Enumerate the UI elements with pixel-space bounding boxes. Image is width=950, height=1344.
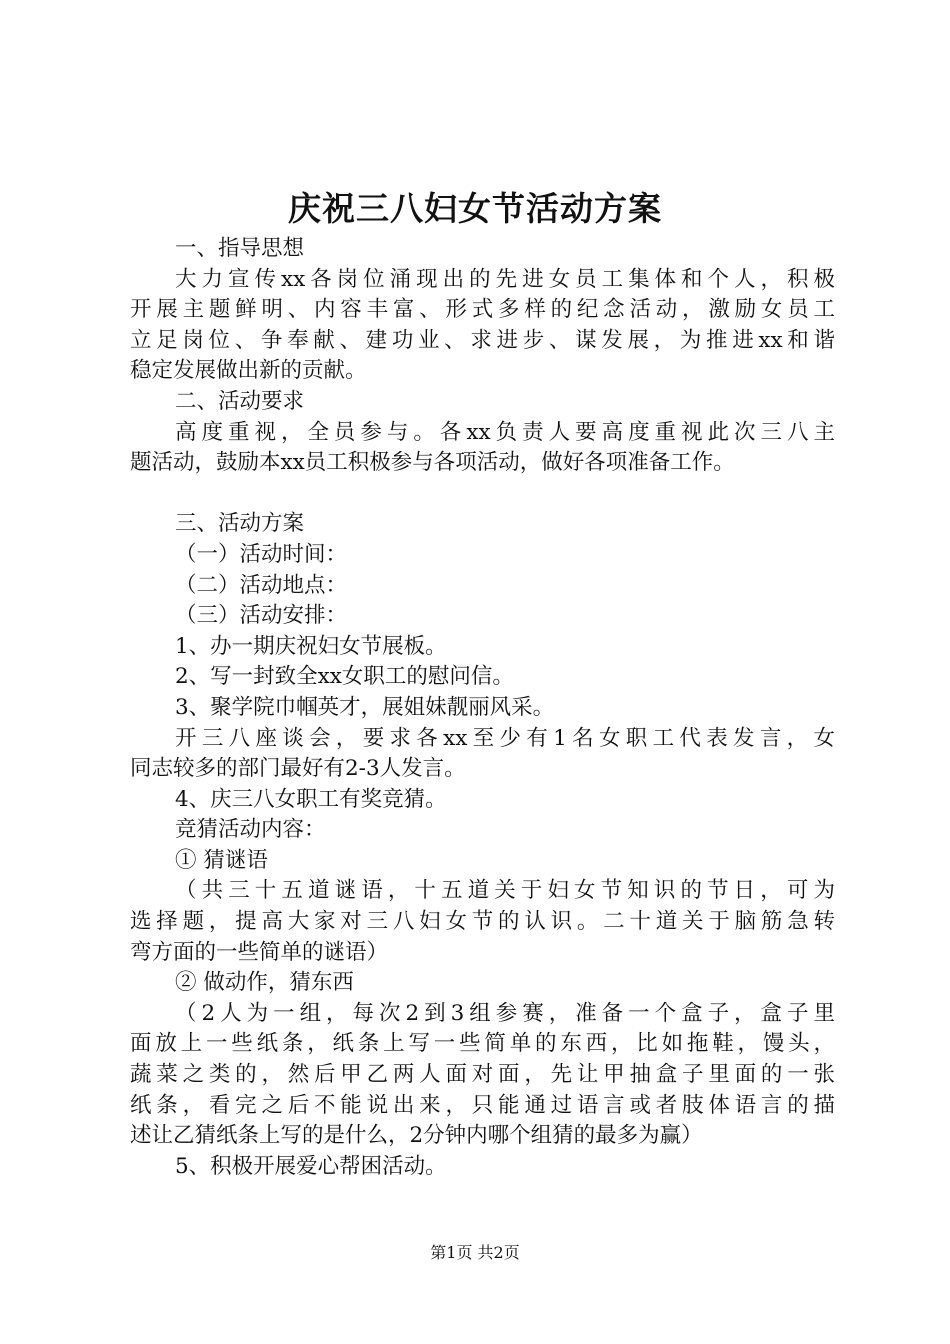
paragraph-line: 选择题，提高大家对三八妇女节的认识。二十道关于脑筋急转 <box>130 909 835 935</box>
section-heading-guiding-idea: 一、指导思想 <box>175 236 305 261</box>
paragraph-line: 大力宣传xx各岗位涌现出的先进女员工集体和个人，积极 <box>175 266 835 292</box>
paragraph-line: （共三十五道谜语，十五道关于妇女节知识的节日，可为 <box>175 878 835 904</box>
paragraph-line: 竞猜活动内容： <box>175 817 326 843</box>
document-body <box>130 234 835 1182</box>
subheading-arrangement: （三）活动安排： <box>175 603 348 629</box>
subheading-location: （二）活动地点： <box>175 572 348 598</box>
paragraph-line: （2人为一组，每次2到3组参赛，准备一个盒子，盒子里 <box>175 1000 835 1026</box>
list-item: 3、聚学院巾帼英才，展姐妹靓丽风采。 <box>175 694 555 720</box>
paragraph-line: 开三八座谈会，要求各xx至少有1名女职工代表发言，女 <box>175 725 835 751</box>
paragraph-line: 弯方面的一些简单的谜语） <box>130 939 389 965</box>
subheading-time: （一）活动时间： <box>175 541 348 567</box>
paragraph-line: 题活动，鼓励本xx员工积极参与各项活动，做好各项准备工作。 <box>130 450 735 476</box>
paragraph-line: 面放上一些纸条，纸条上写一些简单的东西，比如拖鞋，馒头， <box>130 1031 835 1057</box>
paragraph-line: 立足岗位、争奉献、建功业、求进步、谋发展，为推进xx和谐 <box>130 327 835 353</box>
list-item: 2、写一封致全xx女职工的慰问信。 <box>175 664 514 690</box>
list-item: 4、庆三八女职工有奖竞猜。 <box>175 786 447 812</box>
activity-heading-charades: ② 做动作，猜东西 <box>175 970 354 996</box>
section-heading-requirements: 二、活动要求 <box>175 388 305 414</box>
activity-heading-riddles: ① 猜谜语 <box>175 847 268 873</box>
list-item: 5、积极开展爱心帮困活动。 <box>175 1153 447 1179</box>
paragraph-line: 高度重视，全员参与。各xx负责人要高度重视此次三八主 <box>175 419 835 445</box>
document-title: 庆祝三八妇女节活动方案 <box>288 189 662 228</box>
blank-line <box>130 479 835 510</box>
paragraph-line: 蔬菜之类的，然后甲乙两人面对面，先让甲抽盒子里面的一张 <box>130 1062 835 1088</box>
paragraph-line: 开展主题鲜明、内容丰富、形式多样的纪念活动，激励女员工 <box>130 297 835 323</box>
paragraph-line: 纸条，看完之后不能说出来，只能通过语言或者肢体语言的描 <box>130 1092 835 1118</box>
paragraph-line: 稳定发展做出新的贡献。 <box>130 358 367 384</box>
list-item: 1、办一期庆祝妇女节展板。 <box>175 633 447 659</box>
section-heading-plan: 三、活动方案 <box>175 511 305 537</box>
page-footer: 第1页 共2页 <box>430 1243 520 1262</box>
paragraph-line: 述让乙猜纸条上写的是什么，2分钟内哪个组猜的最多为赢） <box>130 1123 703 1149</box>
paragraph-line: 同志较多的部门最好有2-3人发言。 <box>130 756 466 782</box>
